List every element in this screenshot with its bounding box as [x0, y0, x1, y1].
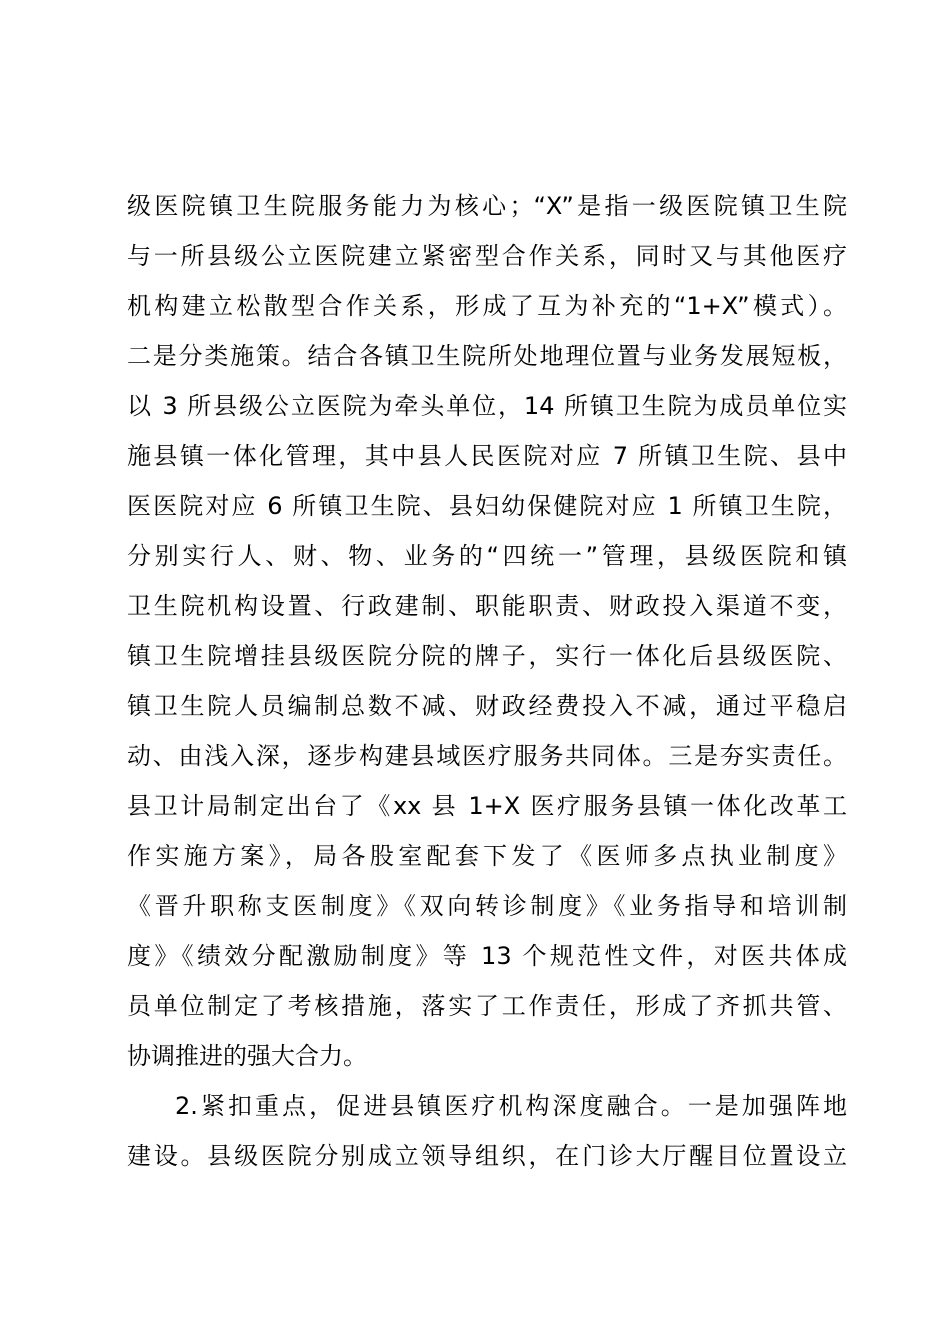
text-line: 员单位制定了考核措施，落实了工作责任，形成了齐抓共管、 — [127, 992, 847, 1020]
text-line: 度》《绩效分配激励制度》等 13 个规范性文件，对医共体成 — [127, 942, 847, 970]
text-line: 作实施方案》，局各股室配套下发了《医师多点执业制度》 — [127, 842, 847, 870]
text-line: 与一所县级公立医院建立紧密型合作关系，同时又与其他医疗 — [127, 242, 847, 270]
text-line: 二是分类施策。结合各镇卫生院所处地理位置与业务发展短板， — [127, 342, 847, 370]
text-line: 施县镇一体化管理，其中县人民医院对应 7 所镇卫生院、县中 — [127, 442, 847, 470]
body-text — [127, 181, 847, 1181]
paragraph-first-line: 2.紧扣重点，促进县镇医疗机构深度融合。一是加强阵地 — [175, 1092, 847, 1120]
paragraph-last-line: 协调推进的强大合力。 — [127, 1042, 367, 1070]
text-line: 以 3 所县级公立医院为牵头单位，14 所镇卫生院为成员单位实 — [127, 392, 847, 420]
text-line: 镇卫生院人员编制总数不减、财政经费投入不减，通过平稳启 — [127, 692, 847, 720]
text-line: 县卫计局制定出台了《xx 县 1+X 医疗服务县镇一体化改革工 — [127, 792, 847, 820]
text-line: 建设。县级医院分别成立领导组织，在门诊大厅醒目位置设立 — [127, 1142, 847, 1170]
text-line: 动、由浅入深，逐步构建县域医疗服务共同体。三是夯实责任。 — [127, 742, 847, 770]
text-line: 医医院对应 6 所镇卫生院、县妇幼保健院对应 1 所镇卫生院， — [127, 492, 847, 520]
text-line: 卫生院机构设置、行政建制、职能职责、财政投入渠道不变， — [127, 592, 847, 620]
text-line: 镇卫生院增挂县级医院分院的牌子，实行一体化后县级医院、 — [127, 642, 847, 670]
text-line: 机构建立松散型合作关系，形成了互为补充的“1+X”模式）。 — [127, 292, 847, 320]
text-line: 分别实行人、财、物、业务的“四统一”管理，县级医院和镇 — [127, 542, 847, 570]
text-line: 《晋升职称支医制度》《双向转诊制度》《业务指导和培训制 — [127, 892, 847, 920]
text-line: 级医院镇卫生院服务能力为核心；“X”是指一级医院镇卫生院 — [127, 192, 847, 220]
